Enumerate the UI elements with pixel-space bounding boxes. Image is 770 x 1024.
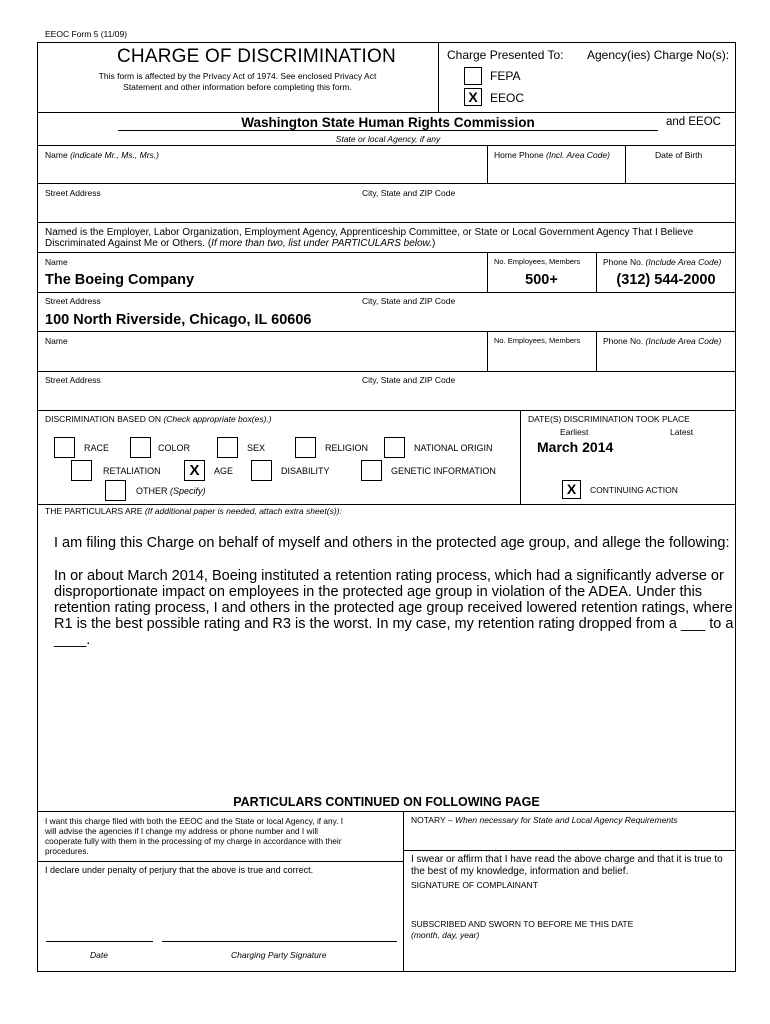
continuing-action-checkbox[interactable]: X bbox=[562, 480, 581, 499]
declaration-text: I declare under penalty of perjury that the above is true and correct. bbox=[45, 865, 314, 875]
swear-statement: I swear or affirm that I have read the above charge and that it is true to the best of my knowledge, information and belief. bbox=[411, 854, 723, 877]
disability-checkbox[interactable] bbox=[251, 460, 272, 481]
complainant-city-label: City, State and ZIP Code bbox=[362, 188, 456, 198]
respondent-intro-line1: Named is the Employer, Labor Organization, Employment Agency, Apprenticeship Committee, or State or Local Government Agency That I Believe bbox=[45, 227, 694, 238]
color-label: COLOR bbox=[158, 443, 191, 453]
respondent1-address: 100 North Riverside, Chicago, IL 60606 bbox=[45, 312, 312, 328]
national-origin-label: NATIONAL ORIGIN bbox=[414, 443, 493, 453]
other-checkbox[interactable] bbox=[105, 480, 126, 501]
particulars-paragraph2-line1: In or about March 2014, Boeing instituted a retention rating process, which had a significantly adverse or bbox=[54, 568, 724, 584]
respondent1-phone: (312) 544-2000 bbox=[616, 272, 716, 288]
earliest-date: March 2014 bbox=[537, 439, 614, 455]
sex-label: SEX bbox=[247, 443, 266, 453]
respondent1-name-label: Name bbox=[45, 257, 68, 267]
age-label: AGE bbox=[214, 466, 234, 476]
state-agency-caption: State or local Agency, if any bbox=[335, 134, 441, 144]
national-origin-checkbox[interactable] bbox=[384, 437, 405, 458]
latest-label: Latest bbox=[670, 427, 694, 437]
dates-label: DATE(S) DISCRIMINATION TOOK PLACE bbox=[528, 414, 690, 424]
particulars-label: THE PARTICULARS ARE (If additional paper is needed, attach extra sheet(s)): bbox=[45, 506, 342, 516]
particulars-paragraph1: I am filing this Charge on behalf of myself and others in the protected age group, and allege the following: bbox=[54, 535, 730, 551]
retaliation-checkbox[interactable] bbox=[71, 460, 92, 481]
date-signature-line[interactable] bbox=[46, 941, 153, 942]
sex-checkbox[interactable] bbox=[217, 437, 238, 458]
respondent2-name-label: Name bbox=[45, 336, 68, 346]
respondent2-street-label: Street Address bbox=[45, 375, 101, 385]
respondent1-street-label: Street Address bbox=[45, 296, 101, 306]
date-of-birth-label: Date of Birth bbox=[655, 150, 703, 160]
genetic-information-label: GENETIC INFORMATION bbox=[391, 466, 496, 476]
particulars-paragraph2-line3: retention rating process, I and others in the protected age group received lowered retention ratings, where bbox=[54, 600, 733, 616]
retaliation-label: RETALIATION bbox=[103, 466, 161, 476]
complainant-name-label: Name (indicate Mr., Ms., Mrs.) bbox=[45, 150, 160, 160]
state-agency-name: Washington State Human Rights Commission bbox=[241, 115, 535, 130]
color-checkbox[interactable] bbox=[130, 437, 151, 458]
continuing-action-label: CONTINUING ACTION bbox=[590, 485, 678, 495]
fepa-label: FEPA bbox=[490, 69, 521, 83]
race-label: RACE bbox=[84, 443, 110, 453]
fepa-checkbox[interactable] bbox=[464, 67, 482, 85]
age-checkbox[interactable]: X bbox=[184, 460, 205, 481]
charging-party-signature-label: Charging Party Signature bbox=[231, 950, 327, 960]
respondent2-phone-label: Phone No. (Include Area Code) bbox=[603, 336, 722, 346]
and-eeoc-label: and EEOC bbox=[666, 116, 721, 128]
religion-label: RELIGION bbox=[325, 443, 369, 453]
date-label: Date bbox=[90, 950, 108, 960]
respondent1-city-label: City, State and ZIP Code bbox=[362, 296, 456, 306]
complainant-street-label: Street Address bbox=[45, 188, 101, 198]
respondent1-employees: 500+ bbox=[525, 272, 558, 288]
home-phone-label: Home Phone (Incl. Area Code) bbox=[494, 150, 610, 160]
respondent1-name: The Boeing Company bbox=[45, 272, 195, 288]
race-checkbox[interactable] bbox=[54, 437, 75, 458]
earliest-label: Earliest bbox=[560, 427, 589, 437]
disability-label: DISABILITY bbox=[281, 466, 330, 476]
signature-of-complainant-label: SIGNATURE OF COMPLAINANT bbox=[411, 880, 538, 890]
charge-presented-to-label: Charge Presented To: bbox=[447, 48, 564, 62]
other-label: OTHER (Specify) bbox=[136, 486, 206, 496]
respondent-intro-line2: Discriminated Against Me or Others. (If more than two, list under PARTICULARS below.) bbox=[45, 238, 436, 249]
religion-checkbox[interactable] bbox=[295, 437, 316, 458]
notary-label: NOTARY – When necessary for State and Local Agency Requirements bbox=[411, 815, 678, 825]
privacy-notice-line1: This form is affected by the Privacy Act of 1974. See enclosed Privacy Act bbox=[98, 71, 377, 81]
respondent1-employees-label: No. Employees, Members bbox=[494, 257, 581, 266]
eeoc-checkbox[interactable]: X bbox=[464, 88, 482, 106]
privacy-notice-line2: Statement and other information before completing this form. bbox=[123, 82, 352, 92]
agency-charge-nos-label: Agency(ies) Charge No(s): bbox=[587, 48, 730, 62]
discrimination-based-on-label: DISCRIMINATION BASED ON (Check appropriate box(es).) bbox=[45, 414, 272, 424]
charging-party-signature-line[interactable] bbox=[162, 941, 397, 942]
genetic-information-checkbox[interactable] bbox=[361, 460, 382, 481]
respondent2-city-label: City, State and ZIP Code bbox=[362, 375, 456, 385]
subscribed-sworn-hint: (month, day, year) bbox=[411, 930, 480, 940]
particulars-paragraph2-line2: disproportionate impact on employees in the protected age group in violation of the ADEA. Under this bbox=[54, 584, 703, 600]
respondent1-phone-label: Phone No. (Include Area Code) bbox=[603, 257, 722, 267]
form-title: CHARGE OF DISCRIMINATION bbox=[117, 46, 396, 67]
particulars-continued: PARTICULARS CONTINUED ON FOLLOWING PAGE bbox=[233, 795, 540, 809]
filing-statement: I want this charge filed with both the EEOC and the State or local Agency, if any. I will advise the agencies if I change my address or phone number and I will cooperate fully with them in the processing of my charge in accordance with their procedures. bbox=[45, 816, 344, 856]
form-id: EEOC Form 5 (11/09) bbox=[45, 29, 128, 39]
eeoc-label: EEOC bbox=[490, 91, 525, 105]
particulars-paragraph2-line5: ____. bbox=[54, 632, 91, 648]
particulars-paragraph2-line4: R1 is the best possible rating and R3 is the worst. In my case, my retention rating dropped from a ___ to a bbox=[54, 616, 734, 632]
respondent2-employees-label: No. Employees, Members bbox=[494, 336, 581, 345]
subscribed-sworn-label: SUBSCRIBED AND SWORN TO BEFORE ME THIS DATE bbox=[411, 919, 634, 929]
